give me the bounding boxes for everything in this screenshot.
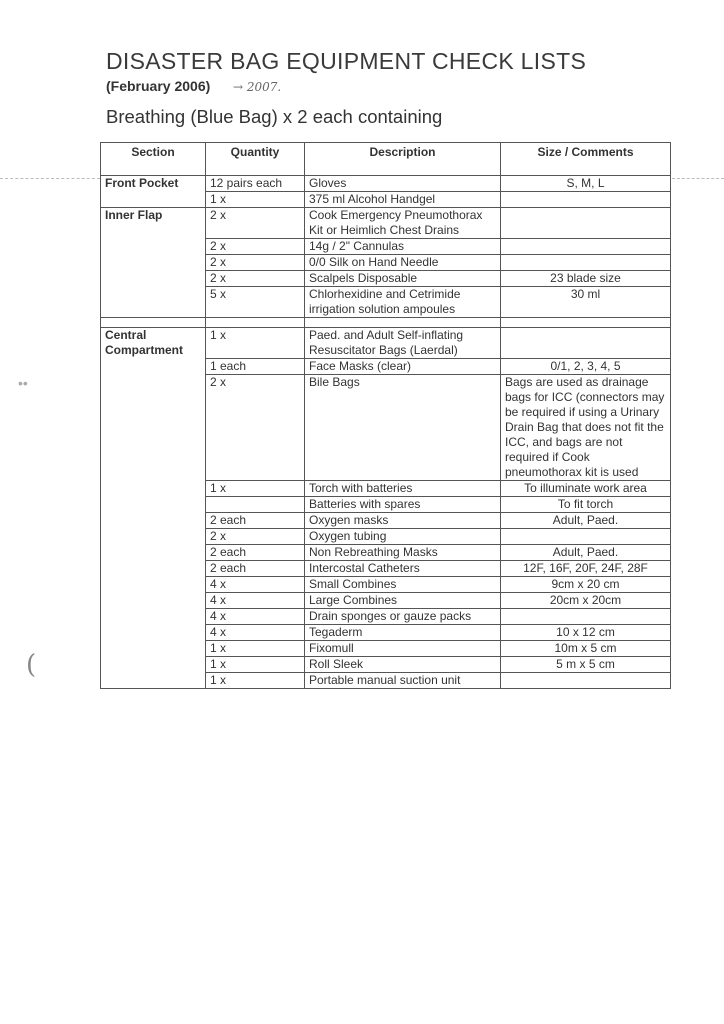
- scan-dashed-line-right: [672, 178, 724, 179]
- scan-mark: ••: [18, 375, 28, 391]
- size-cell: 10m x 5 cm: [501, 641, 671, 657]
- size-cell: To illuminate work area: [501, 481, 671, 497]
- quantity-cell: 4 x: [206, 577, 305, 593]
- description-cell: Roll Sleek: [305, 657, 501, 673]
- size-cell: 20cm x 20cm: [501, 593, 671, 609]
- quantity-cell: 2 x: [206, 271, 305, 287]
- size-cell: 0/1, 2, 3, 4, 5: [501, 359, 671, 375]
- section-spacer-row: [101, 318, 671, 328]
- description-cell: Tegaderm: [305, 625, 501, 641]
- column-header-description: Description: [305, 143, 501, 176]
- description-cell: Portable manual suction unit: [305, 673, 501, 689]
- size-cell: [501, 239, 671, 255]
- size-cell: Adult, Paed.: [501, 513, 671, 529]
- quantity-cell: 1 x: [206, 641, 305, 657]
- document-title: DISASTER BAG EQUIPMENT CHECK LISTS: [106, 48, 587, 74]
- size-cell: 9cm x 20 cm: [501, 577, 671, 593]
- table-header-row: [101, 143, 671, 176]
- description-cell: Intercostal Catheters: [305, 561, 501, 577]
- column-header-section: Section: [101, 143, 206, 176]
- description-cell: Torch with batteries: [305, 481, 501, 497]
- description-cell: Face Masks (clear): [305, 359, 501, 375]
- size-cell: 12F, 16F, 20F, 24F, 28F: [501, 561, 671, 577]
- section-front-pocket: Front Pocket: [101, 176, 206, 208]
- quantity-cell: 1 x: [206, 673, 305, 689]
- quantity-cell: 2 each: [206, 545, 305, 561]
- size-cell: 30 ml: [501, 287, 671, 318]
- quantity-cell: 4 x: [206, 593, 305, 609]
- scan-bracket-mark: (: [26, 650, 37, 680]
- description-cell: Bile Bags: [305, 375, 501, 481]
- description-cell: Cook Emergency Pneumothorax Kit or Heimlich Chest Drains: [305, 208, 501, 239]
- description-cell: Chlorhexidine and Cetrimide irrigation solution ampoules: [305, 287, 501, 318]
- description-cell: Gloves: [305, 176, 501, 192]
- column-header-size-comments: Size / Comments: [501, 143, 671, 176]
- quantity-cell: 5 x: [206, 287, 305, 318]
- quantity-cell: [206, 497, 305, 513]
- description-cell: Oxygen masks: [305, 513, 501, 529]
- size-cell: [501, 208, 671, 239]
- section-inner-flap: Inner Flap: [101, 208, 206, 318]
- size-cell: [501, 673, 671, 689]
- size-cell: 10 x 12 cm: [501, 625, 671, 641]
- description-cell: 14g / 2" Cannulas: [305, 239, 501, 255]
- quantity-cell: 12 pairs each: [206, 176, 305, 192]
- size-cell: S, M, L: [501, 176, 671, 192]
- size-cell: Bags are used as drainage bags for ICC (connectors may be required if using a Urinary Drain Bag that does not fit the ICC, and bags are not required if Cook pneumothorax kit is used: [501, 375, 671, 481]
- size-cell: 23 blade size: [501, 271, 671, 287]
- table-row: [101, 328, 671, 359]
- description-cell: Large Combines: [305, 593, 501, 609]
- quantity-cell: 2 x: [206, 375, 305, 481]
- column-header-quantity: Quantity: [206, 143, 305, 176]
- document-subtitle: Breathing (Blue Bag) x 2 each containing: [106, 106, 443, 127]
- description-cell: Paed. and Adult Self-inflating Resuscitator Bags (Laerdal): [305, 328, 501, 359]
- table-row: [101, 208, 671, 239]
- size-cell: 5 m x 5 cm: [501, 657, 671, 673]
- quantity-cell: 1 each: [206, 359, 305, 375]
- quantity-cell: 1 x: [206, 328, 305, 359]
- description-cell: Fixomull: [305, 641, 501, 657]
- equipment-checklist-table: [100, 142, 671, 689]
- quantity-cell: 2 x: [206, 239, 305, 255]
- size-cell: [501, 192, 671, 208]
- quantity-cell: 1 x: [206, 657, 305, 673]
- handwritten-annotation: → 2007.: [233, 80, 282, 94]
- description-cell: Drain sponges or gauze packs: [305, 609, 501, 625]
- description-cell: Small Combines: [305, 577, 501, 593]
- quantity-cell: 2 each: [206, 561, 305, 577]
- description-cell: Scalpels Disposable: [305, 271, 501, 287]
- description-cell: Non Rebreathing Masks: [305, 545, 501, 561]
- size-cell: [501, 529, 671, 545]
- size-cell: [501, 328, 671, 359]
- quantity-cell: 4 x: [206, 625, 305, 641]
- quantity-cell: 2 each: [206, 513, 305, 529]
- description-cell: 375 ml Alcohol Handgel: [305, 192, 501, 208]
- scan-dashed-line-left: [0, 178, 100, 179]
- description-cell: Oxygen tubing: [305, 529, 501, 545]
- quantity-cell: 2 x: [206, 255, 305, 271]
- quantity-cell: 2 x: [206, 529, 305, 545]
- description-cell: 0/0 Silk on Hand Needle: [305, 255, 501, 271]
- size-cell: To fit torch: [501, 497, 671, 513]
- quantity-cell: 1 x: [206, 192, 305, 208]
- quantity-cell: 4 x: [206, 609, 305, 625]
- size-cell: [501, 609, 671, 625]
- document-date: (February 2006): [106, 78, 211, 94]
- table-row: [101, 176, 671, 192]
- size-cell: Adult, Paed.: [501, 545, 671, 561]
- description-cell: Batteries with spares: [305, 497, 501, 513]
- section-central-compartment: Central Compartment: [101, 328, 206, 689]
- quantity-cell: 2 x: [206, 208, 305, 239]
- quantity-cell: 1 x: [206, 481, 305, 497]
- size-cell: [501, 255, 671, 271]
